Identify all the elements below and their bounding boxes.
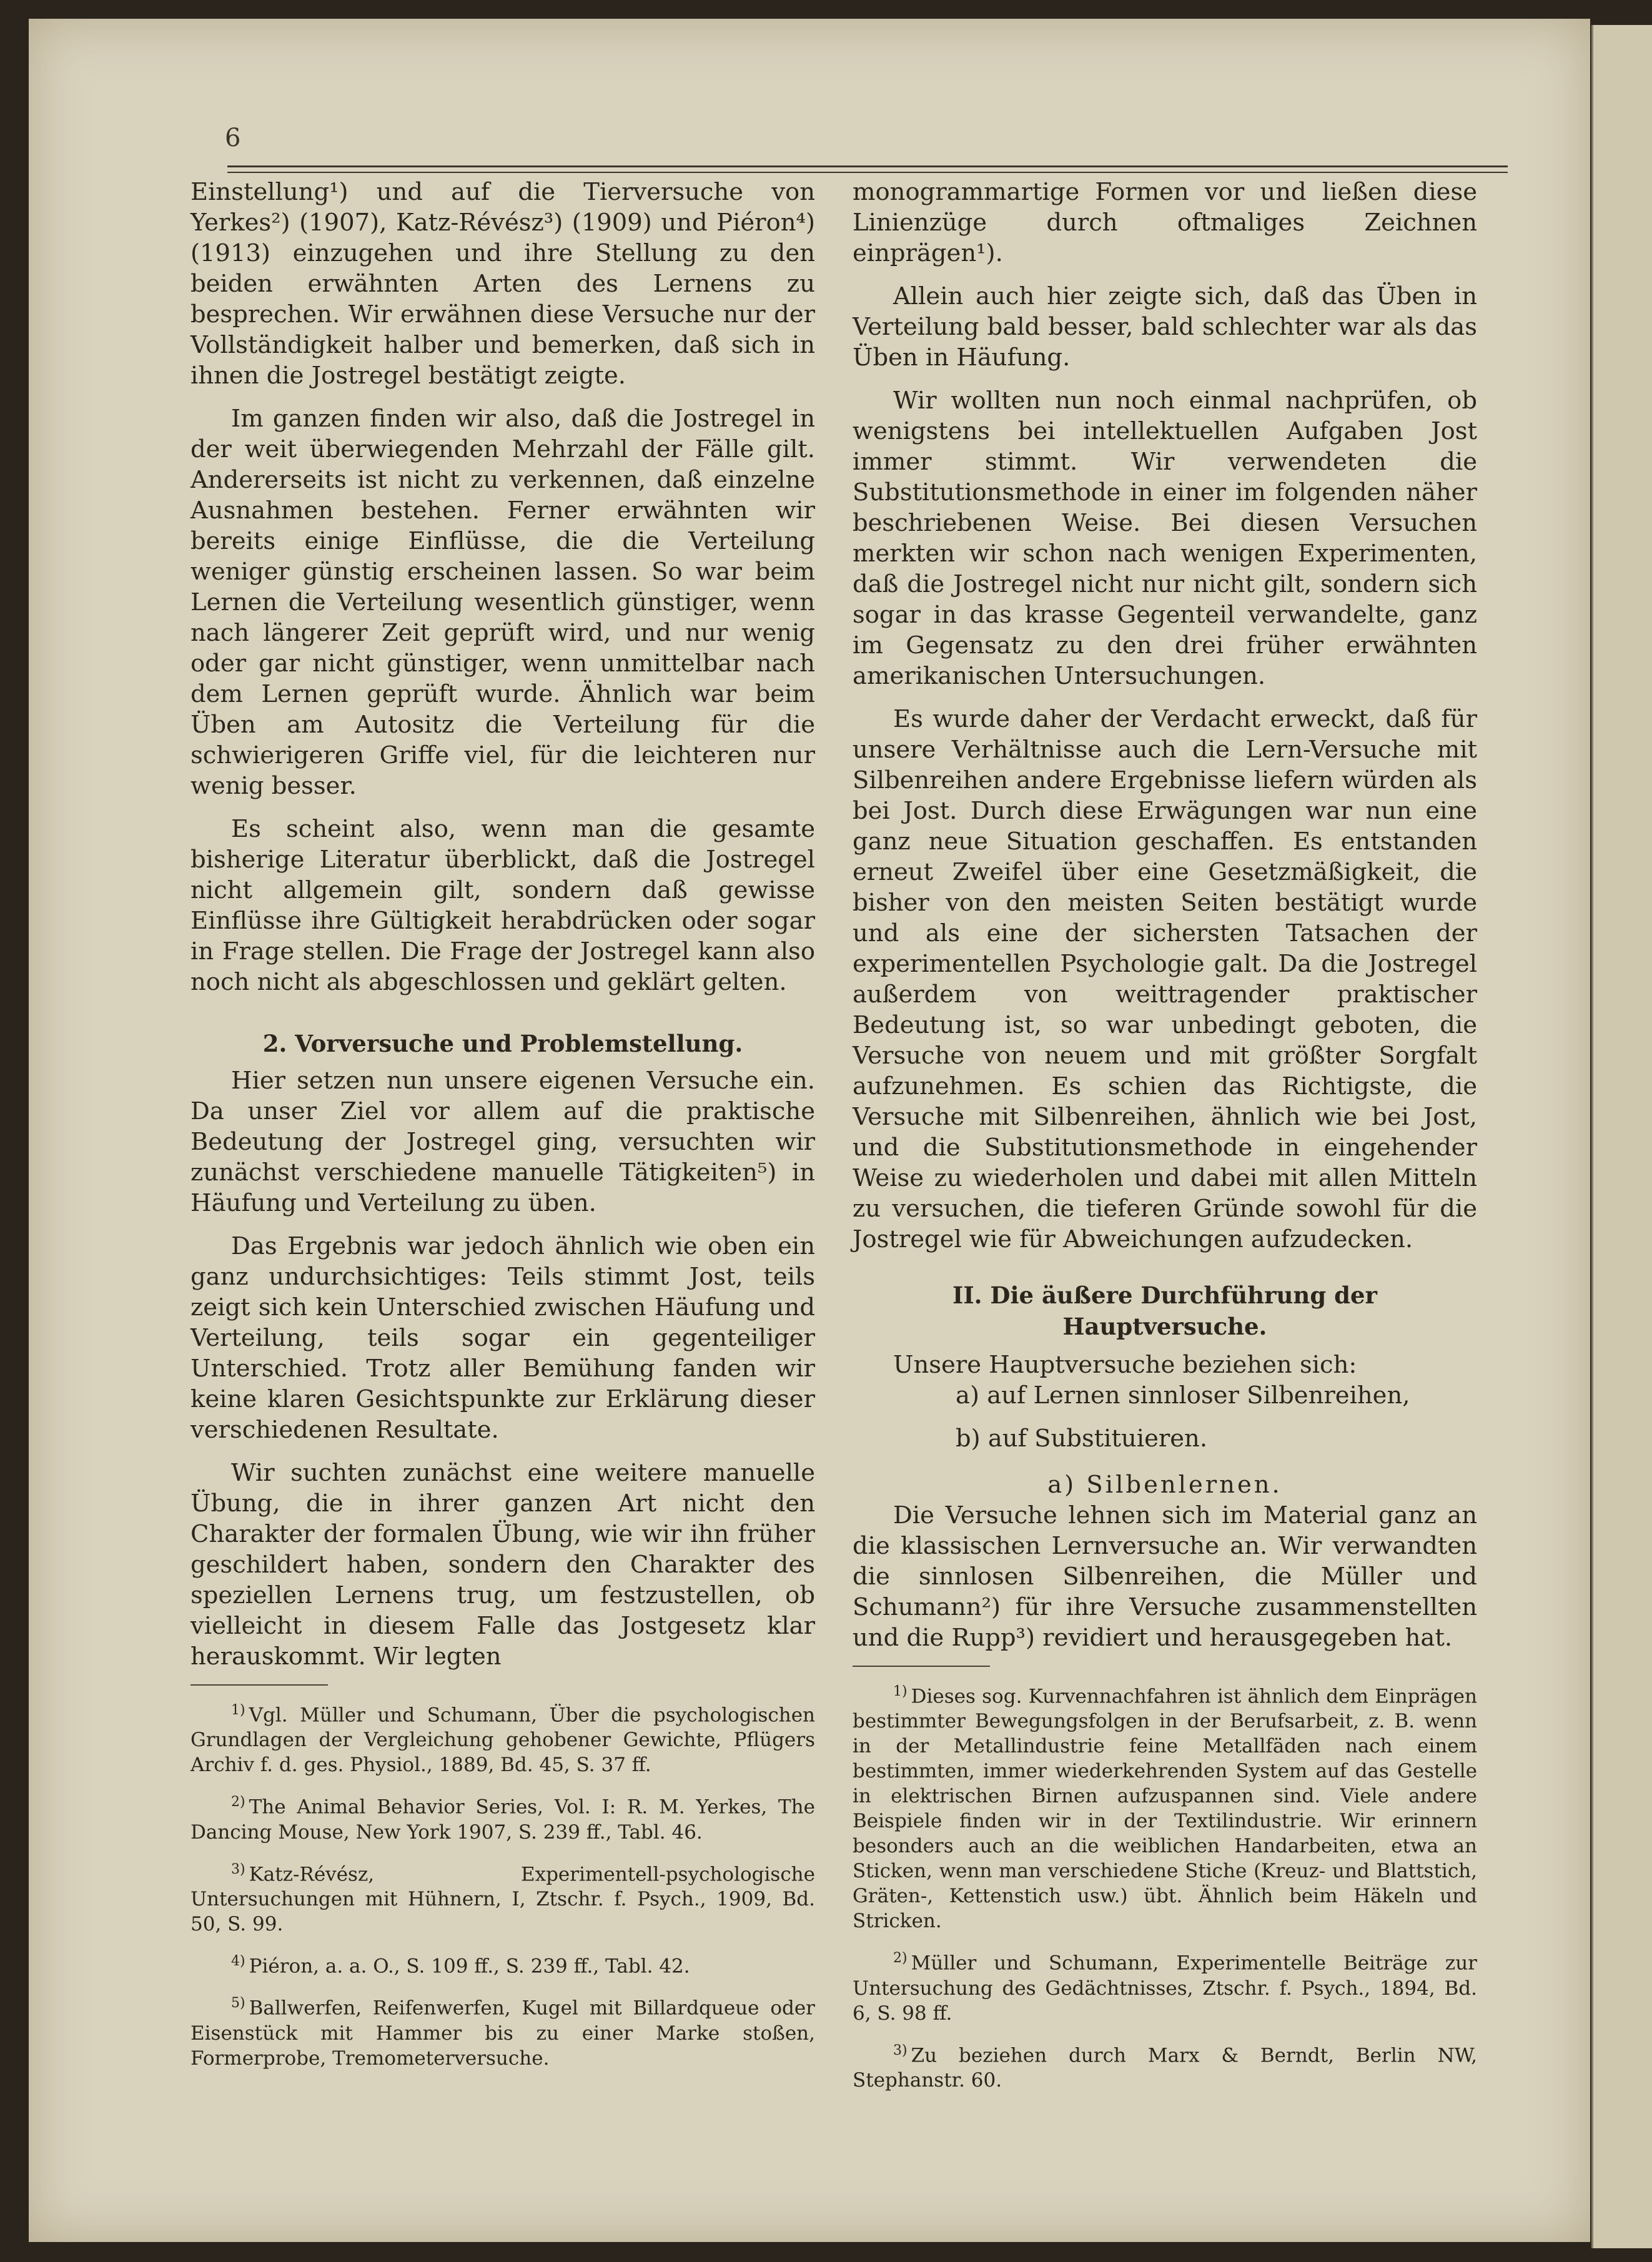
footnote <box>190 1857 815 1937</box>
footnote-rule <box>190 1684 328 1686</box>
right-column <box>853 177 1477 2105</box>
paragraph: Die Versuche lehnen sich im Material ganz an die klassischen Lernversuche an. Wir verwandten die sinnlosen Silbenreihen, die Müller und Schumann²) für ihre Versuche zusammenstellten und die Rupp³) revidiert und herausgegeben hat. <box>853 1501 1477 1652</box>
adjacent-page-edge <box>1591 25 1652 2248</box>
footnote-text: Müller und Schumann, Experimentelle Beiträge zur Untersuchung des Gedächtnisses, Ztschr. f. Psych., 1894, Bd. 6, S. 98 ff. <box>853 1952 1477 2025</box>
footnote-mark: 2) <box>231 1794 245 1810</box>
footnote-mark: 1) <box>893 1684 908 1699</box>
footnote <box>853 2038 1477 2093</box>
footnote-mark: 2) <box>893 1950 908 1967</box>
section-heading: 2. Vorversuche und Problemstellung. <box>262 1030 743 1057</box>
footnote <box>853 1946 1477 2025</box>
footnote-text: Zu beziehen durch Marx & Berndt, Berlin NW, Stephanstr. 60. <box>853 2043 1477 2092</box>
footnote-text: The Animal Behavior Series, Vol. I: R. M. Yerkes, The Dancing Mouse, New York 1907, S. 239 ff., Tabl. 46. <box>190 1795 815 1844</box>
footnote-mark: 5) <box>231 1995 245 2012</box>
footnote-text: Ballwerfen, Reifenwerfen, Kugel mit Billardqueue oder Eisenstück mit Hammer bis zu einer Marke stoßen, Formerprobe, Tremometerversuche. <box>190 1997 815 2070</box>
paragraph: Hier setzen nun unsere eigenen Versuche ein. Da unser Ziel vor allem auf die praktische Bedeutung der Jostregel ging, versuchten wir zunächst verschiedene manuelle Tätigkeiten⁵) in Häufung und Verteilung zu üben. <box>190 1067 815 1217</box>
footnote-mark: 4) <box>231 1953 245 1969</box>
footnote-text: Dieses sog. Kurvennachfahren ist ähnlich dem Einprägen bestimmter Bewegungsfolgen in der Berufsarbeit, z. B. wenn in der Metallindustrie feine Metallfäden nach einem bestimmten, immer wiederkehrenden System auf das Gestelle in elektrischen Birnen aufzuspannen sind. Viele andere Beispiele finden wir in der Textilindustrie. Wir erinnern besonders auch an die weiblichen Handarbeiten, etwa an Sticken, wenn man verschiedene Stiche (Kreuz- und Blattstich, Gräten-, Kettenstich usw.) übt. Ähnlich beim Häkeln und Stricken. <box>853 1685 1477 1933</box>
page-number: 6 <box>225 124 241 152</box>
header-rule-bottom <box>227 172 1508 173</box>
paragraph: Einstellung¹) und auf die Tierversuche von Yerkes²) (1907), Katz-Révész³) (1909) und Piéron⁴) (1913) einzugehen und ihre Stellung zu den beiden erwähnten Arten des Lernens zu besprechen. Wir erwähnen diese Versuche nur der Vollständigkeit halber und bemerken, daß sich in ihnen die Jostregel bestätigt zeigte. <box>190 178 815 390</box>
chapter-heading-line: II. Die äußere Durchführung der <box>952 1282 1377 1309</box>
paragraph: Wir suchten zunächst eine weitere manuelle Übung, die in ihrer ganzen Art nicht den Charakter der formalen Übung, wie wir ihn früher geschildert haben, sondern den Charakter des speziellen Lernens trug, um festzustellen, ob vielleicht in diesem Falle das Jostgesetz klar herauskommt. Wir legten <box>190 1459 815 1671</box>
paragraph: Es scheint also, wenn man die gesamte bisherige Literatur überblickt, daß die Jostregel nicht allgemein gilt, sondern daß gewisse Einflüsse ihre Gültigkeit herabdrücken oder sogar in Frage stellen. Die Frage der Jostregel kann also noch nicht als abgeschlossen und geklärt gelten. <box>190 815 815 996</box>
paragraph: Unsere Hauptversuche beziehen sich: <box>893 1351 1357 1379</box>
subsection-heading: a) Silbenlernen. <box>1047 1471 1282 1499</box>
footnote <box>190 1698 815 1777</box>
footnote-text: Piéron, a. a. O., S. 109 ff., S. 239 ff., Tabl. 42. <box>249 1955 690 1978</box>
paragraph: Das Ergebnis war jedoch ähnlich wie oben ein ganz undurchsichtiges: Teils stimmt Jost, teils zeigt sich kein Unterschied zwischen Häufung und Verteilung, teils sogar ein gegenteiliger Unterschied. Trotz aller Bemühung fanden wir keine klaren Gesichtspunkte zur Erklärung dieser verschiedenen Resultate. <box>190 1232 815 1444</box>
paragraph: Es wurde daher der Verdacht erweckt, daß für unsere Verhältnisse auch die Lern-Versuche mit Silbenreihen andere Ergebnisse liefern würden als bei Jost. Durch diese Erwägungen war nun eine ganz neue Situation geschaffen. Es entstanden erneut Zweifel über eine Gesetzmäßigkeit, die bisher von den meisten Seiten bestätigt wurde und als eine der sichersten Tatsachen der experimentellen Psychologie galt. Da die Jostregel außerdem von weittragender praktischer Bedeutung ist, so war unbedingt geboten, die Versuche von neuem und mit größter Sorgfalt aufzunehmen. Es schien das Richtigste, die Versuche mit Silbenreihen, ähnlich wie bei Jost, und die Substitutionsmethode in eingehender Weise zu wiederholen und dabei mit allen Mitteln zu versuchen, die tieferen Gründe sowohl für die Jostregel wie für Abweichungen aufzudecken. <box>853 705 1477 1253</box>
footnote-mark: 1) <box>231 1702 245 1718</box>
list-item: a) auf Lernen sinnloser Silbenreihen, <box>956 1381 1410 1410</box>
paragraph: monogrammartige Formen vor und ließen diese Linienzüge durch oftmaliges Zeichnen einprägen¹). <box>853 178 1477 267</box>
footnote-rule <box>853 1666 990 1667</box>
footnote <box>853 1679 1477 1934</box>
footnote <box>190 1949 815 1978</box>
paragraph: Im ganzen finden wir also, daß die Jostregel in der weit überwiegenden Mehrzahl der Fälle gilt. Andererseits ist nicht zu verkennen, daß einzelne Ausnahmen bestehen. Ferner erwähnten wir bereits einige Einflüsse, die die Verteilung weniger günstig erscheinen lassen. So war beim Lernen die Verteilung wesentlich günstiger, wenn nach längerer Zeit geprüft wird, und nur wenig oder gar nicht günstiger, wenn unmittelbar nach dem Lernen geprüft wurde. Ähnlich war beim Üben am Autositz die Verteilung für die schwierigeren Griffe viel, für die leichteren nur wenig besser. <box>190 405 815 800</box>
footnote <box>190 1991 815 2070</box>
footnote-mark: 3) <box>231 1861 245 1877</box>
footnote-text: Vgl. Müller und Schumann, Über die psychologischen Grundlagen der Vergleichung gehobener Gewichte, Pflügers Archiv f. d. ges. Physiol., 1889, Bd. 45, S. 37 ff. <box>190 1704 815 1777</box>
footnote-text: Katz-Révész, Experimentell-psychologische Untersuchungen mit Hühnern, I, Ztschr. f. Psych., 1909, Bd. 50, S. 99. <box>190 1862 815 1935</box>
footnote <box>190 1790 815 1844</box>
left-column <box>190 177 815 2083</box>
list-item: b) auf Substituieren. <box>956 1425 1208 1453</box>
paragraph: Allein auch hier zeigte sich, daß das Üben in Verteilung bald besser, bald schlechter war als das Üben in Häufung. <box>853 282 1477 372</box>
footnote-mark: 3) <box>893 2042 908 2058</box>
chapter-heading-line: Hauptversuche. <box>1062 1313 1267 1340</box>
header-rule-top <box>227 165 1508 167</box>
paragraph: Wir wollten nun noch einmal nachprüfen, ob wenigstens bei intellektuellen Aufgaben Jost immer stimmt. Wir verwendeten die Substitutionsmethode in einer im folgenden näher beschriebenen Weise. Bei diesen Versuchen merkten wir schon nach wenigen Experimenten, daß die Jostregel nicht nur nicht gilt, sondern sich sogar in das krasse Gegenteil verwandelte, ganz im Gegensatz zu den drei früher erwähnten amerikanischen Untersuchungen. <box>853 387 1477 690</box>
chapter-heading <box>853 1280 1477 1342</box>
